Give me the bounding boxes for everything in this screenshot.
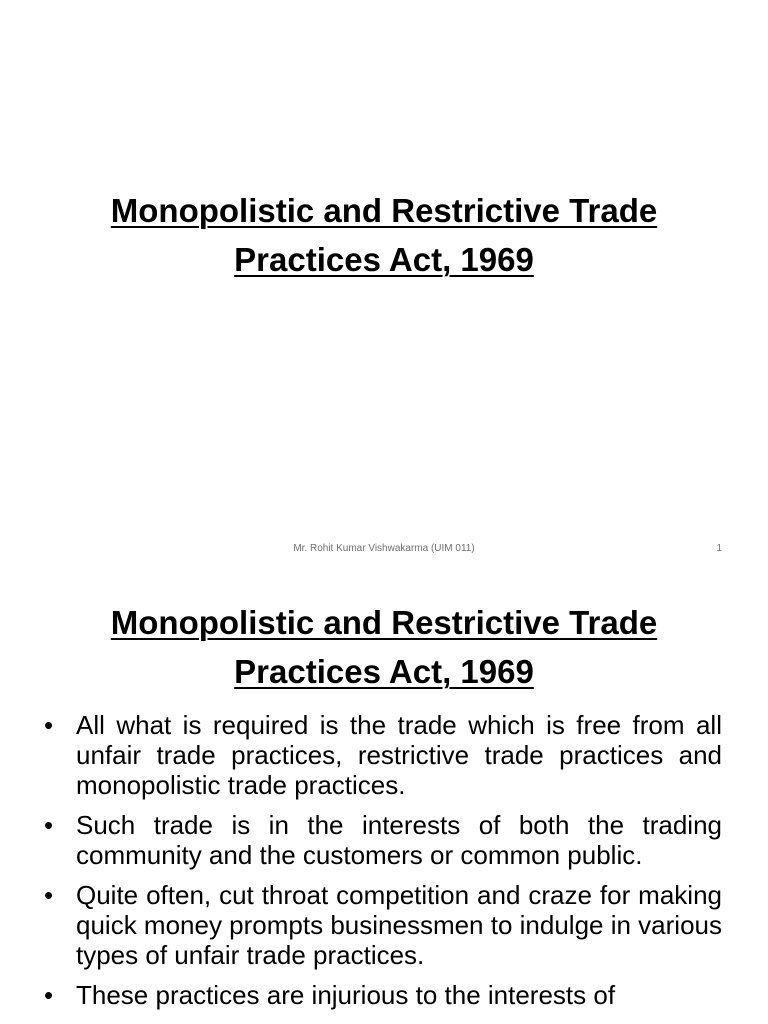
slide-2-bullet-list: [44, 710, 722, 1020]
bullet-text: Such trade is in the interests of both the trading community and the customers or common public.: [76, 810, 722, 870]
slide-1-title-line-2: Practices Act, 1969: [234, 241, 534, 278]
slide-2-title: [0, 598, 768, 696]
bullet-dot-icon: •: [44, 980, 54, 1010]
slide-2: [0, 576, 768, 1024]
bullet-dot-icon: •: [44, 880, 54, 910]
bullet-item: [44, 710, 722, 800]
bullet-dot-icon: •: [44, 710, 54, 740]
bullet-item: [44, 810, 722, 870]
bullet-item: [44, 980, 722, 1010]
slide-1-title: [0, 186, 768, 284]
slide-1-footer: Mr. Rohit Kumar Vishwakarma (UIM 011): [293, 543, 475, 554]
slide-1-title-line-1: Monopolistic and Restrictive Trade: [110, 192, 658, 229]
slide-1-page-number: 1: [716, 543, 722, 554]
bullet-text: All what is required is the trade which is free from all unfair trade practices, restrictive trade practices and monopolistic trade practices.: [76, 710, 722, 800]
slide-2-title-line-2: Practices Act, 1969: [234, 653, 534, 690]
bullet-item: [44, 880, 722, 970]
slide-2-title-line-1: Monopolistic and Restrictive Trade: [110, 604, 658, 641]
bullet-dot-icon: •: [44, 810, 54, 840]
bullet-text: Quite often, cut throat competition and craze for making quick money prompts businessmen to indulge in various types of unfair trade practices.: [76, 880, 723, 970]
bullet-text: These practices are injurious to the interests of: [76, 980, 616, 1010]
